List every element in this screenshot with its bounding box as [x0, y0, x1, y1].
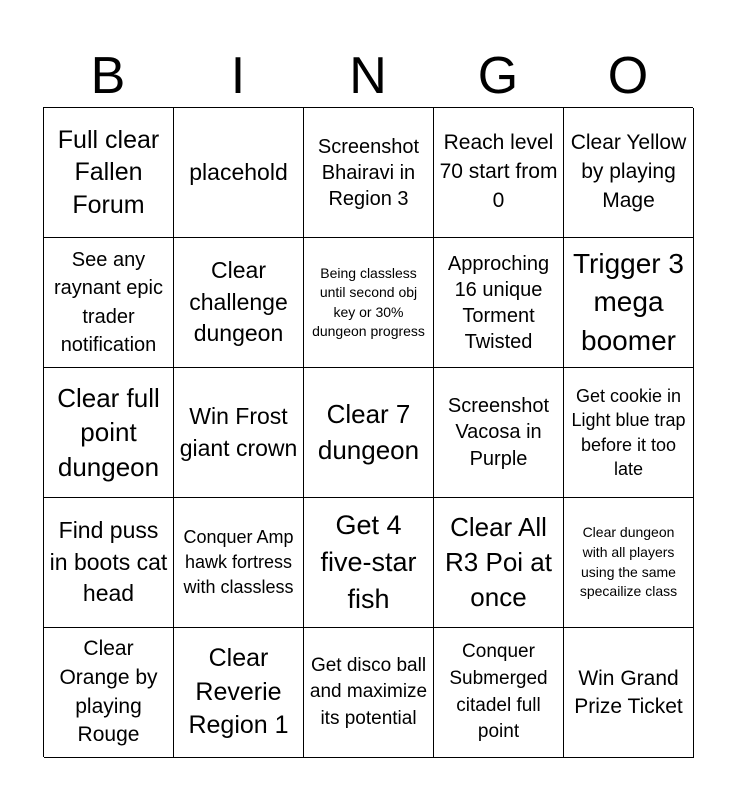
bingo-cell-text: Find puss in boots cat head: [49, 516, 168, 607]
bingo-cell[interactable]: [564, 238, 694, 368]
bingo-cell-text: Clear dungeon with all players using the same specailize class: [579, 523, 678, 600]
bingo-cell-text: Conquer Amp hawk fortress with classless: [183, 526, 294, 598]
bingo-cell[interactable]: [174, 108, 304, 238]
bingo-cell[interactable]: [174, 238, 304, 368]
bingo-cell-text: Approching 16 unique Torment Twisted: [447, 252, 550, 353]
bingo-cell-text: See any raynant epic trader notification: [54, 248, 163, 356]
bingo-cell[interactable]: [434, 628, 564, 758]
bingo-cell[interactable]: [44, 368, 174, 498]
bingo-cell[interactable]: [44, 108, 174, 238]
bingo-cell-text: Conquer Submerged citadel full point: [449, 641, 548, 743]
bingo-cell-text: Full clear Fallen Forum: [57, 125, 160, 219]
bingo-cell[interactable]: [304, 238, 434, 368]
bingo-cell-text: Screenshot Bhairavi in Region 3: [317, 135, 420, 210]
bingo-cell-text: Clear Orange by playing Rouge: [59, 636, 158, 747]
header-letter-g: G: [477, 47, 519, 105]
bingo-cell[interactable]: [434, 108, 564, 238]
bingo-cell[interactable]: [564, 498, 694, 628]
bingo-cell[interactable]: [434, 368, 564, 498]
header-letter-i: I: [230, 47, 246, 105]
bingo-cell-text: Being classless until second obj key or 30% dungeon progress: [312, 264, 425, 339]
bingo-cell-text: Clear Yellow by playing Mage: [570, 131, 687, 212]
bingo-header: [43, 44, 693, 108]
header-letter-n: N: [349, 47, 387, 105]
bingo-cell-text: Win Frost giant crown: [179, 402, 298, 461]
header-letter-o: O: [607, 47, 649, 105]
bingo-cell-text: Get 4 five-star fish: [320, 509, 417, 615]
bingo-board: [43, 107, 693, 757]
bingo-cell[interactable]: [174, 498, 304, 628]
bingo-cell-text: Get cookie in Light blue trap before it too late: [571, 385, 686, 479]
bingo-cell-text: Trigger 3 mega boomer: [572, 247, 684, 356]
bingo-cell[interactable]: [564, 108, 694, 238]
bingo-cell-text: Clear full point dungeon: [57, 383, 160, 482]
bingo-cell[interactable]: [174, 628, 304, 758]
bingo-cell-text: Screenshot Vacosa in Purple: [447, 394, 550, 470]
bingo-cell[interactable]: [564, 368, 694, 498]
bingo-cell-text: Clear challenge dungeon: [189, 256, 288, 347]
bingo-cell[interactable]: [304, 368, 434, 498]
header-letter-b: B: [90, 47, 126, 105]
bingo-cell-text: Reach level 70 start from 0: [439, 131, 558, 212]
bingo-cell-text: placehold: [189, 158, 288, 185]
bingo-cell[interactable]: [434, 238, 564, 368]
bingo-cell-text: Get disco ball and maximize its potential: [309, 654, 428, 729]
bingo-cell[interactable]: [44, 238, 174, 368]
bingo-cell-text: Clear Reverie Region 1: [188, 643, 289, 740]
bingo-cell[interactable]: [44, 628, 174, 758]
bingo-cell[interactable]: [304, 628, 434, 758]
bingo-cell[interactable]: [564, 628, 694, 758]
bingo-cell-text: Win Grand Prize Ticket: [574, 666, 683, 718]
bingo-cell-text: Clear All R3 Poi at once: [445, 511, 552, 613]
bingo-cell[interactable]: [304, 108, 434, 238]
bingo-cell[interactable]: [304, 498, 434, 628]
bingo-cell[interactable]: [434, 498, 564, 628]
bingo-cell[interactable]: [44, 498, 174, 628]
bingo-cell[interactable]: [174, 368, 304, 498]
bingo-cell-text: Clear 7 dungeon: [317, 399, 420, 465]
